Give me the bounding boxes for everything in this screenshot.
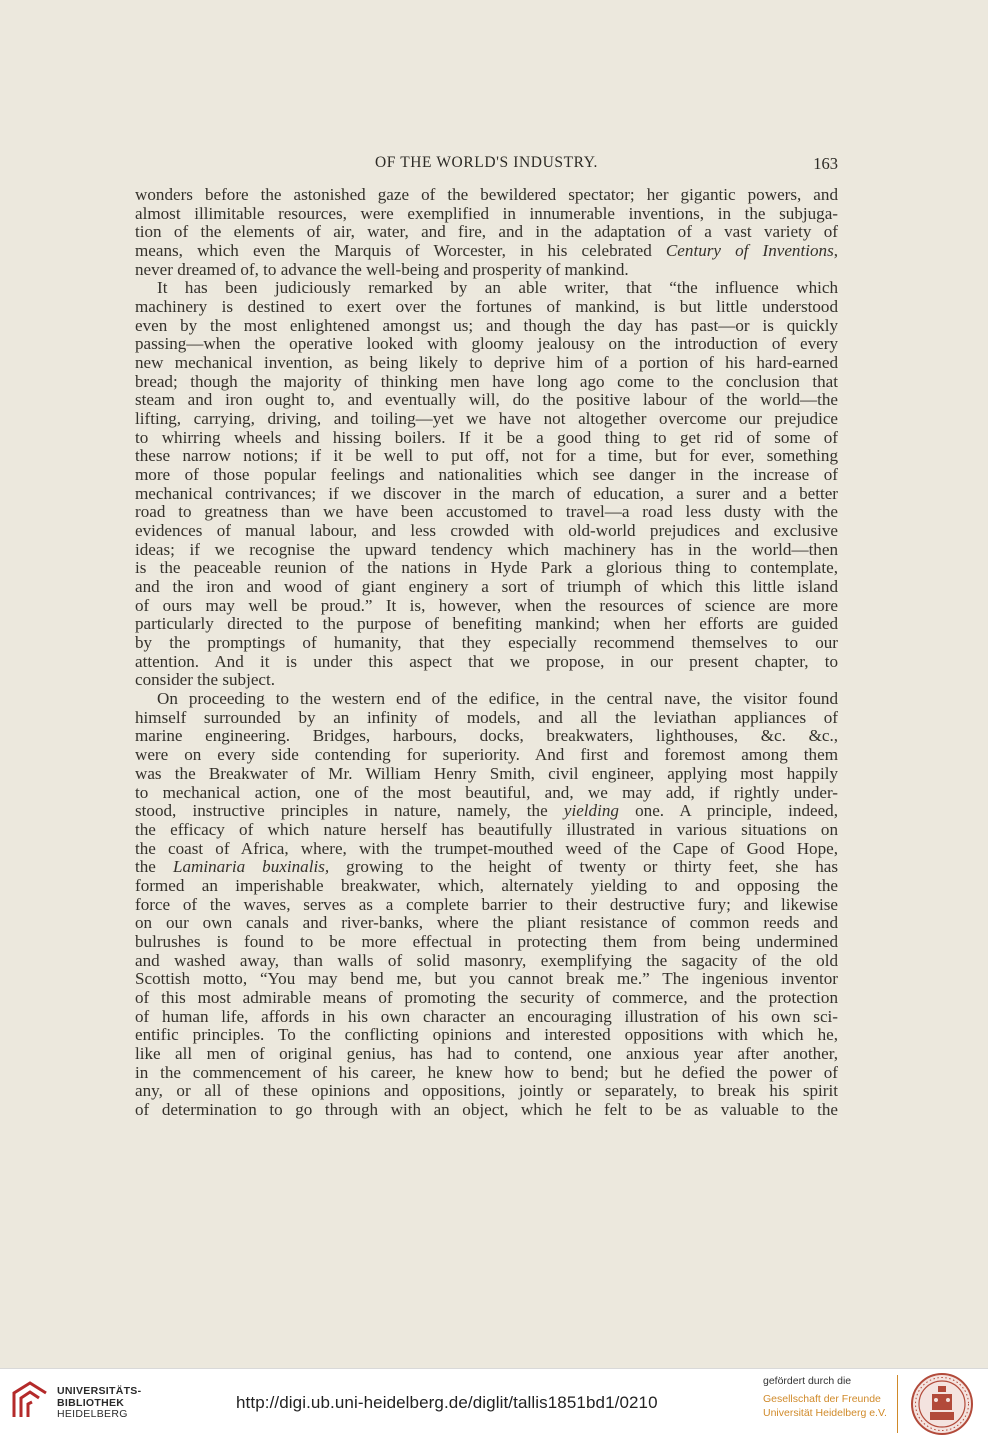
sponsor-line-1: Gesellschaft der Freunde xyxy=(763,1393,881,1405)
text-line: was the Breakwater of Mr. William Henry Smith, civil engineer, applying most happily xyxy=(135,764,838,783)
ub-heidelberg-logo-icon[interactable] xyxy=(8,1379,52,1423)
text-line: any, or all of these opinions and oppositions, jointly or separately, to break his spirit xyxy=(135,1082,838,1101)
text-line: and the iron and wood of giant enginery a sort of triumph of which this little island xyxy=(135,578,838,597)
footer-divider xyxy=(897,1375,898,1433)
text-line: on our own canals and river-banks, where the pliant resistance of common reeds and xyxy=(135,914,838,933)
body-text xyxy=(135,186,838,1120)
text-line: Scottish motto, “You may bend me, but you cannot break me.” The ingenious inventor xyxy=(135,970,838,989)
text-line: like all men of original genius, has had to contend, one anxious year after another, xyxy=(135,1044,838,1063)
italic-run: yielding xyxy=(563,802,619,821)
text-run: stood, instructive principles in nature, namely, the xyxy=(135,802,564,821)
text-line: wonders before the astonished gaze of the bewildered spectator; her gigantic powers, and xyxy=(135,186,838,204)
text-line: particularly directed to the purpose of benefiting mankind; when her efforts are guided xyxy=(135,615,838,634)
text-line: even by the most enlightened amongst us; and though the day has past—or is quickly xyxy=(135,316,838,335)
text-line: of this most admirable means of promoting the security of commerce, and the protection xyxy=(135,988,838,1007)
text-line xyxy=(135,802,838,821)
viewer-footer xyxy=(0,1368,988,1439)
text-line: more of those popular feelings and nationalities which see danger in the increase of xyxy=(135,466,838,485)
italic-run: Laminaria buxinalis, xyxy=(172,858,330,877)
text-line: the coast of Africa, where, with the trumpet-mouthed weed of the Cape of Good Hope, xyxy=(135,839,838,858)
text-line: mechanical contrivances; if we discover in the march of education, a surer and a better xyxy=(135,484,838,503)
text-line: never dreamed of, to advance the well-being and prosperity of mankind. xyxy=(135,260,629,279)
sponsor-line-2: Universität Heidelberg e.V. xyxy=(763,1406,887,1419)
text-line: formed an imperishable breakwater, which, alternately yielding to and opposing the xyxy=(135,876,838,895)
running-title: OF THE WORLD'S INDUSTRY. xyxy=(374,154,599,171)
text-line: almost illimitable resources, were exemplified in innumerable inventions, in the subjuga- xyxy=(135,204,838,223)
text-line: passing—when the operative looked with gloomy jealousy on the introduction of every xyxy=(135,335,838,354)
text-line: machinery is destined to exert over the fortunes of mankind, is but little understood xyxy=(135,298,838,317)
text-line: It has been judiciously remarked by an able writer, that “the influence which xyxy=(157,279,838,298)
text-line: of determination to go through with an object, which he felt to be as valuable to the xyxy=(135,1100,838,1119)
text-line: to mechanical action, one of the most beautiful, and, we may add, if rightly under- xyxy=(135,783,838,802)
text-run: means, which even the Marquis of Worcester, in his celebrated xyxy=(135,242,666,261)
text-line: and washed away, than walls of solid masonry, exemplifying the sagacity of the old xyxy=(135,951,838,970)
text-line: road to greatness than we have been accustomed to travel—a road less dusty with the xyxy=(135,503,838,522)
italic-run: Century of Inventions xyxy=(665,242,834,261)
text-line: to whirring wheels and hissing boilers. If it be a good thing to get rid of some of xyxy=(135,428,838,447)
text-line: new mechanical invention, as being likely to deprive him of a portion of his hard-earned xyxy=(135,354,838,373)
text-line: of ours may well be proud.” It is, however, when the resources of science are more xyxy=(135,596,838,615)
running-head xyxy=(135,154,838,176)
text-line: by the promptings of humanity, that they especially recommend themselves to our xyxy=(135,634,838,653)
library-line-2: BIBLIOTHEK xyxy=(57,1396,125,1409)
library-line-3: HEIDELBERG xyxy=(57,1408,128,1420)
text-line: these narrow notions; if it be well to put off, not for a time, but for ever, something xyxy=(135,447,838,466)
text-line: lifting, carrying, driving, and toiling—yet we have not altogether overcome our prejudice xyxy=(135,410,838,429)
text-line: of human life, affords in his own character an encouraging illustration of his own sci- xyxy=(135,1007,838,1026)
text-line xyxy=(135,242,838,261)
sponsor-name[interactable] xyxy=(763,1393,887,1420)
text-line: bulrushes is found to be more effectual in protecting them from being undermined xyxy=(135,932,838,951)
text-line: consider the subject. xyxy=(135,671,276,690)
text-run: one. A principle, indeed, xyxy=(618,802,838,821)
text-line: himself surrounded by an infinity of models, and all the leviathan appliances of xyxy=(135,708,838,727)
text-line: tion of the elements of air, water, and fire, and in the adaptation of a vast variety of xyxy=(135,223,838,242)
text-run: the xyxy=(135,858,173,877)
library-name xyxy=(57,1386,141,1421)
text-run: growing to the height of twenty or thirty feet, she has xyxy=(329,858,838,877)
text-line: were on every side contending for superiority. And first and foremost among them xyxy=(135,746,838,765)
text-line: entific principles. To the conflicting opinions and interested oppositions with which he, xyxy=(135,1026,838,1045)
university-seal-icon xyxy=(910,1372,974,1436)
library-line-1: UNIVERSITÄTS- xyxy=(57,1385,142,1397)
text-line: marine engineering. Bridges, harbours, docks, breakwaters, lighthouses, &c. &c., xyxy=(135,727,838,746)
text-line: the efficacy of which nature herself has beautifully illustrated in various situations on xyxy=(135,820,838,839)
text-line: steam and iron ought to, and eventually will, do the positive labour of the world—the xyxy=(135,391,838,410)
text-line: force of the waves, serves as a complete barrier to their destructive fury; and likewise xyxy=(135,895,838,914)
sponsor-label: gefördert durch die xyxy=(763,1375,852,1387)
text-line: evidences of manual labour, and less crowded with old-world prejudices and exclusive xyxy=(135,522,838,541)
text-line: in the commencement of his career, he knew how to bend; but he defied the power of xyxy=(135,1063,838,1082)
text-line: On proceeding to the western end of the edifice, in the central nave, the visitor found xyxy=(157,690,838,709)
text-line: bread; though the majority of thinking men have long ago come to the conclusion that xyxy=(135,372,838,391)
text-run: , xyxy=(833,242,838,261)
text-line: is the peaceable reunion of the nations in Hyde Park a glorious thing to contemplate, xyxy=(135,559,838,578)
permalink-url[interactable]: http://digi.ub.uni-heidelberg.de/diglit/tallis1851bd1/0210 xyxy=(236,1393,658,1412)
text-line xyxy=(135,858,838,877)
page-number: 163 xyxy=(813,154,838,173)
text-line: ideas; if we recognise the upward tendency which machinery has in the world—then xyxy=(135,540,838,559)
text-line: attention. And it is under this aspect that we propose, in our present chapter, to xyxy=(135,652,838,671)
